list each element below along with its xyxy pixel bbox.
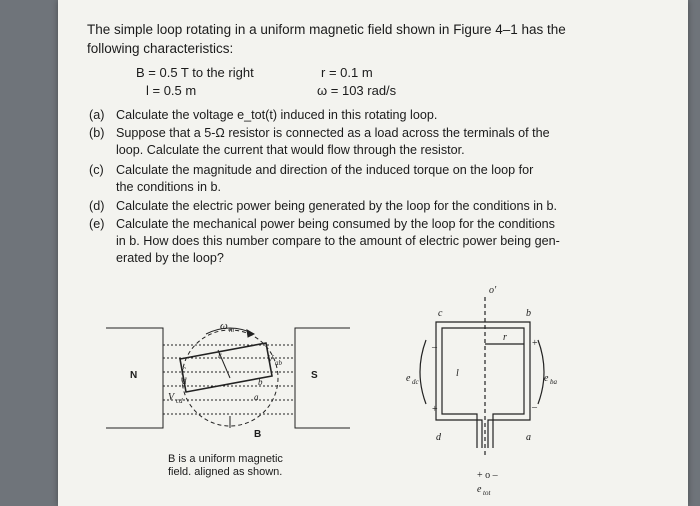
corner-c-label: c [182, 364, 186, 374]
question-d-line-1: Calculate the electric power being generated by the loop for the conditions in b. [116, 199, 558, 213]
given-r: r = 0.1 m [321, 65, 373, 80]
question-e-label: (e) [89, 217, 105, 231]
corner-d-label: d [182, 376, 187, 386]
question-e-line-3: erated by the loop? [116, 251, 224, 265]
figure-4-1-right [58, 0, 688, 506]
intro-line-1: The simple loop rotating in a uniform magnetic field shown in Figure 4–1 has the [87, 22, 566, 37]
edc-plus-sign: + [432, 404, 438, 415]
corner-c-right: c [438, 308, 443, 319]
question-c-line-2: the conditions in b. [116, 180, 222, 194]
eba-plus-sign: + [532, 338, 538, 349]
corner-a-right: a [526, 432, 531, 443]
emf-ba-subscript: ba [550, 378, 557, 386]
omega-label: ω [220, 320, 228, 332]
question-a-line-1: Calculate the voltage e_tot(t) induced in this rotating loop. [116, 108, 438, 122]
loop-outer [436, 322, 530, 448]
omega-subscript: m [229, 326, 235, 334]
edc-minus-sign: – [432, 342, 437, 353]
question-b-line-2: loop. Calculate the current that would flow through the resistor. [116, 143, 465, 157]
question-e-line-1: Calculate the mechanical power being consumed by the loop for the conditions [116, 217, 555, 231]
terminals-label: + o – [477, 470, 498, 481]
question-a-label: (a) [89, 108, 105, 122]
axis-o-prime-label: o′ [489, 285, 497, 296]
given-l: l = 0.5 m [146, 83, 197, 98]
north-pole-label: N [130, 370, 138, 381]
emf-total-subscript: tot [483, 489, 491, 497]
corner-b-right: b [526, 308, 531, 319]
eba-arc [538, 340, 544, 404]
intro-line-2: following characteristics: [87, 41, 234, 56]
corner-a-label: a [254, 392, 259, 402]
field-B-label: B [254, 429, 262, 440]
figure-caption-line-2: field. aligned as shown. [168, 466, 283, 478]
loop-inner [442, 328, 524, 448]
question-b-label: (b) [89, 126, 105, 140]
radius-r-right: r [503, 332, 507, 343]
given-omega: ω = 103 rad/s [317, 83, 397, 98]
emf-ba-label: e [544, 373, 549, 384]
textbook-page [58, 0, 688, 506]
figure-caption-line-1: B is a uniform magnetic [168, 453, 283, 465]
radius-label: r [218, 350, 222, 360]
question-d-label: (d) [89, 199, 105, 213]
corner-d-right: d [436, 432, 441, 443]
voltage-ab-label: V [267, 354, 274, 365]
question-b-line-1: Suppose that a 5-Ω resistor is connected as a load across the terminals of the [116, 126, 550, 140]
emf-dc-subscript: dc [412, 378, 419, 386]
corner-b-label: b [258, 377, 263, 387]
question-c-label: (c) [89, 163, 104, 177]
voltage-cd-label: V [168, 392, 175, 403]
question-c-line-1: Calculate the magnitude and direction of the induced torque on the loop for [116, 163, 534, 177]
south-pole-label: S [311, 370, 318, 381]
eba-minus-sign: – [532, 402, 537, 413]
voltage-ab-subscript: ab [275, 359, 282, 367]
length-l-label: l [456, 368, 459, 379]
emf-total-label: e [477, 484, 482, 495]
edc-arc [420, 340, 426, 404]
voltage-cd-subscript: cd [176, 397, 183, 405]
emf-dc-label: e [406, 373, 411, 384]
question-e-line-2: in b. How does this number compare to the amount of electric power being gen- [116, 234, 560, 248]
given-B: B = 0.5 T to the right [136, 65, 254, 80]
